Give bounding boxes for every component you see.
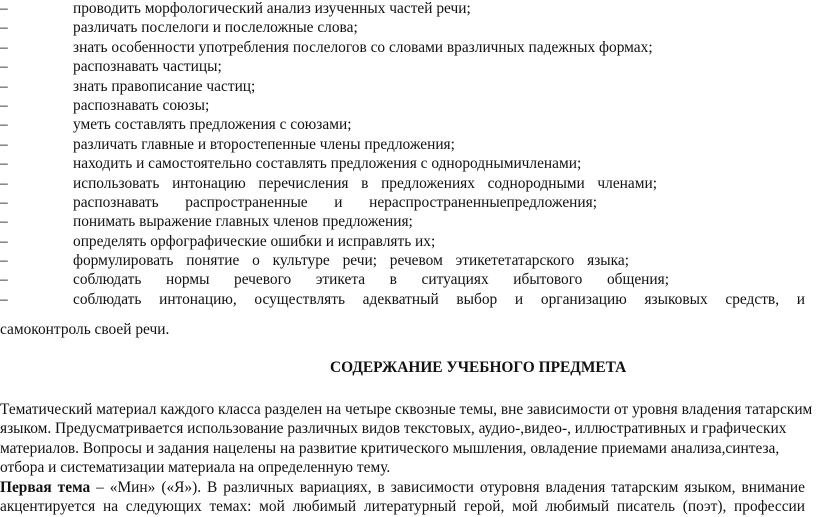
list-item (0, 96, 805, 115)
list-item-text: различать главные и второстепенные члены предложения; (73, 135, 455, 153)
list-item (0, 18, 805, 37)
list-item-text: формулировать понятие о культуре речи; речевом этикететатарского языка; (73, 252, 629, 270)
list-dash: – (0, 77, 8, 95)
first-theme-text: – «Мин» («Я»). В различных вариациях, в зависимости отуровня владения татарским языком, внимание (90, 478, 805, 496)
list-item-text: знать особенности употребления послелогов со словами вразличных падежных формах; (73, 38, 653, 56)
list-dash: – (0, 0, 8, 17)
list-item-text: определять орфографические ошибки и исправлять их; (73, 232, 436, 250)
list-item (0, 251, 805, 270)
list-dash: – (0, 290, 8, 308)
list-item-text: распознавать распространенные и нераспространенныепредложения; (73, 193, 597, 211)
list-item (0, 0, 805, 18)
list-item-text: знать правописание частиц; (73, 77, 256, 95)
list-item (0, 77, 805, 96)
list-item (0, 290, 805, 309)
list-item-text: использовать интонацию перечисления в предложениях соднородными членами; (73, 174, 657, 192)
list-item (0, 232, 805, 251)
list-item-text: понимать выражение главных членов предложения; (73, 213, 413, 231)
list-item (0, 154, 805, 173)
list-item-text: проводить морфологический анализ изученных частей речи; (73, 0, 471, 17)
section-heading: СОДЕРЖАНИЕ УЧЕБНОГО ПРЕДМЕТА (330, 359, 627, 376)
list-dash: – (0, 271, 8, 289)
list-dash: – (0, 58, 8, 76)
list-item-text: соблюдать нормы речевого этикета в ситуациях ибытового общения; (73, 271, 669, 289)
list-item-text: уметь составлять предложения с союзами; (73, 116, 352, 134)
list-dash: – (0, 193, 8, 211)
list-dash: – (0, 38, 8, 56)
list-item-text: распознавать союзы; (73, 96, 210, 114)
list-item (0, 38, 805, 57)
paragraph-line: языком. Предусматривается использование различных видов текстовых, аудио-,видео-, иллюстративных и графических (0, 420, 787, 438)
list-dash: – (0, 174, 8, 192)
list-item (0, 193, 805, 212)
first-theme-line (0, 478, 805, 497)
list-dash: – (0, 155, 8, 173)
list-item (0, 135, 805, 154)
section-paragraph (0, 400, 813, 516)
paragraph-line: акцентируется на следующих темах: мой любимый литературный герой, мой любимый писатель (поэт), профессии (0, 497, 805, 515)
list-dash: – (0, 252, 8, 270)
list-dash: – (0, 19, 8, 37)
list-item-text: распознавать частицы; (73, 58, 222, 76)
list-item (0, 212, 805, 231)
list-item-text: находить и самостоятельно составлять предложения с однороднымичленами; (73, 155, 582, 173)
list-dash: – (0, 116, 8, 134)
list-dash: – (0, 135, 8, 153)
paragraph-line: Тематический материал каждого класса разделен на четыре сквозные темы, вне зависимости от уровня владения татарским (0, 401, 813, 418)
paragraph-line: отбора и систематизации материала на определенную тему. (0, 459, 391, 477)
list-item (0, 115, 805, 134)
list-dash: – (0, 213, 8, 231)
list-item-continuation: самоконтроль своей речи. (0, 321, 170, 338)
paragraph-line: материалов. Вопросы и задания нацелены на развитие критического мышления, овладение приемами анализа,синтеза, (0, 439, 780, 457)
list-item-text: различать послелоги и послеложные слова; (73, 19, 358, 37)
list-dash: – (0, 96, 8, 114)
first-theme-label: Первая тема (0, 478, 91, 496)
list-item (0, 57, 805, 76)
list-dash: – (0, 232, 8, 250)
list-item (0, 270, 805, 289)
list-item (0, 174, 805, 193)
list-item-text: соблюдать интонацию, осуществлять адекватный выбор и организацию языковых средств, и (73, 290, 805, 308)
